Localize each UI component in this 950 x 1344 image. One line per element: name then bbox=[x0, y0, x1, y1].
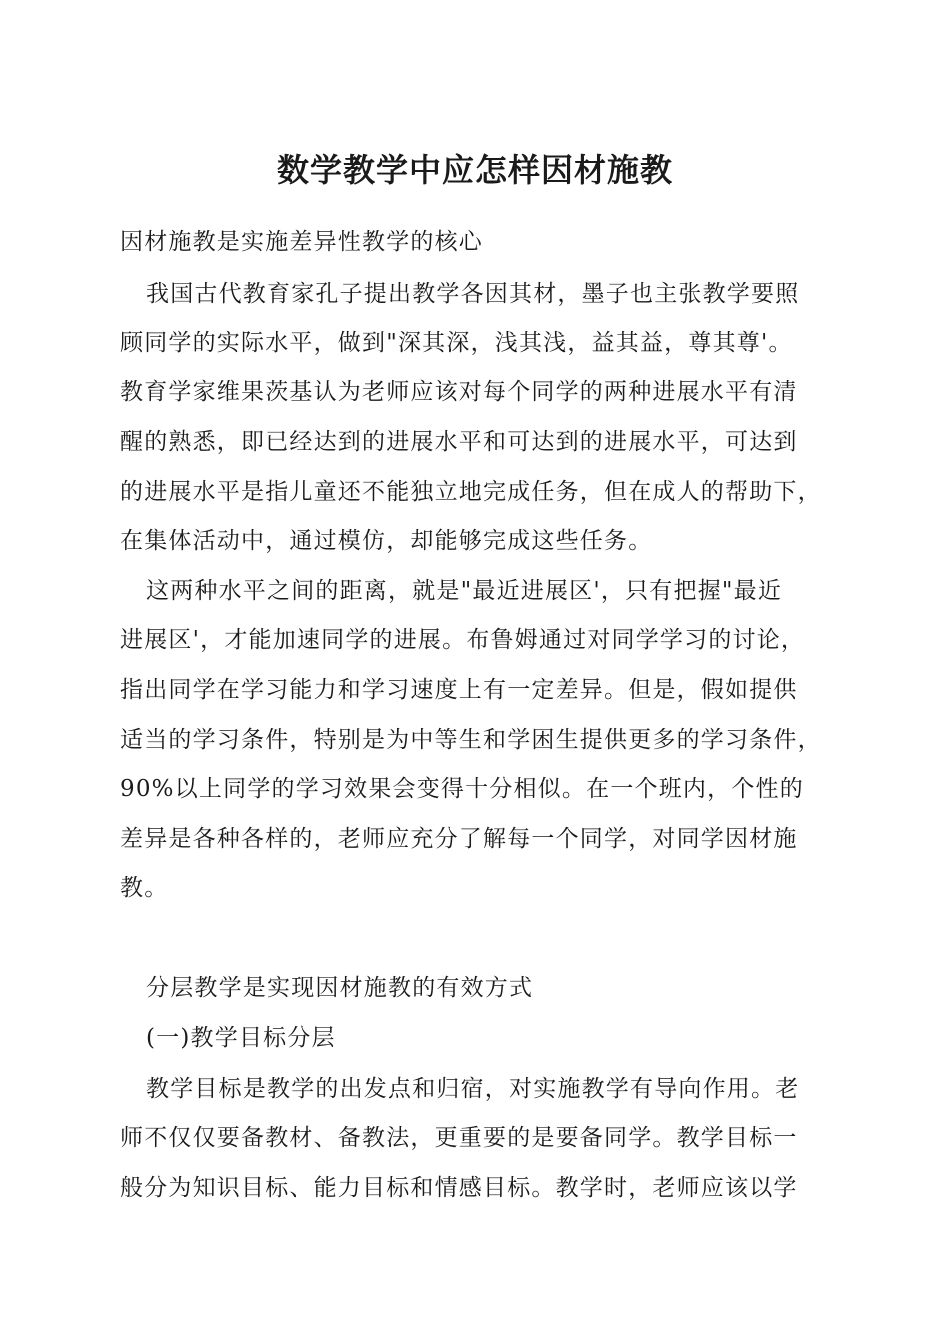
paragraph-line: 在集体活动中，通过模仿，却能够完成这些任务。 bbox=[120, 528, 653, 554]
paragraph-line: 的进展水平是指儿童还不能独立地完成任务，但在成人的帮助下， bbox=[120, 479, 822, 505]
section-heading-layered: 分层教学是实现因材施教的有效方式 bbox=[146, 975, 534, 1001]
paragraph-line: 进展区'，才能加速同学的进展。布鲁姆通过对同学学习的讨论， bbox=[120, 627, 806, 653]
document-title: 数学教学中应怎样因材施教 bbox=[276, 151, 673, 189]
subsection-heading: (一)教学目标分层 bbox=[146, 1025, 336, 1051]
paragraph-line: 我国古代教育家孔子提出教学各因其材，墨子也主张教学要照 bbox=[146, 281, 800, 307]
paragraph-line: 90%以上同学的学习效果会变得十分相似。在一个班内，个性的 bbox=[120, 776, 804, 802]
paragraph-line: 般分为知识目标、能力目标和情感目标。教学时，老师应该以学 bbox=[120, 1175, 798, 1201]
paragraph-line: 教学目标是教学的出发点和归宿，对实施教学有导向作用。老 bbox=[146, 1076, 800, 1102]
paragraph-line: 醒的熟悉，即已经达到的进展水平和可达到的进展水平，可达到 bbox=[120, 429, 798, 455]
paragraph-line: 差异是各种各样的，老师应充分了解每一个同学，对同学因材施 bbox=[120, 826, 798, 852]
paragraph-line: 教育学家维果茨基认为老师应该对每个同学的两种进展水平有清 bbox=[120, 379, 798, 405]
section-heading-core: 因材施教是实施差异性教学的核心 bbox=[120, 229, 483, 255]
paragraph-line: 顾同学的实际水平，做到"深其深，浅其浅，益其益，尊其尊'。 bbox=[120, 330, 793, 356]
paragraph-line: 教。 bbox=[120, 875, 169, 901]
paragraph-line: 这两种水平之间的距离，就是"最近进展区'，只有把握"最近 bbox=[146, 578, 783, 604]
paragraph-line: 适当的学习条件，特别是为中等生和学困生提供更多的学习条件， bbox=[120, 727, 822, 753]
paragraph-line: 师不仅仅要备教材、备教法，更重要的是要备同学。教学目标一 bbox=[120, 1125, 798, 1151]
paragraph-line: 指出同学在学习能力和学习速度上有一定差异。但是，假如提供 bbox=[120, 677, 798, 703]
